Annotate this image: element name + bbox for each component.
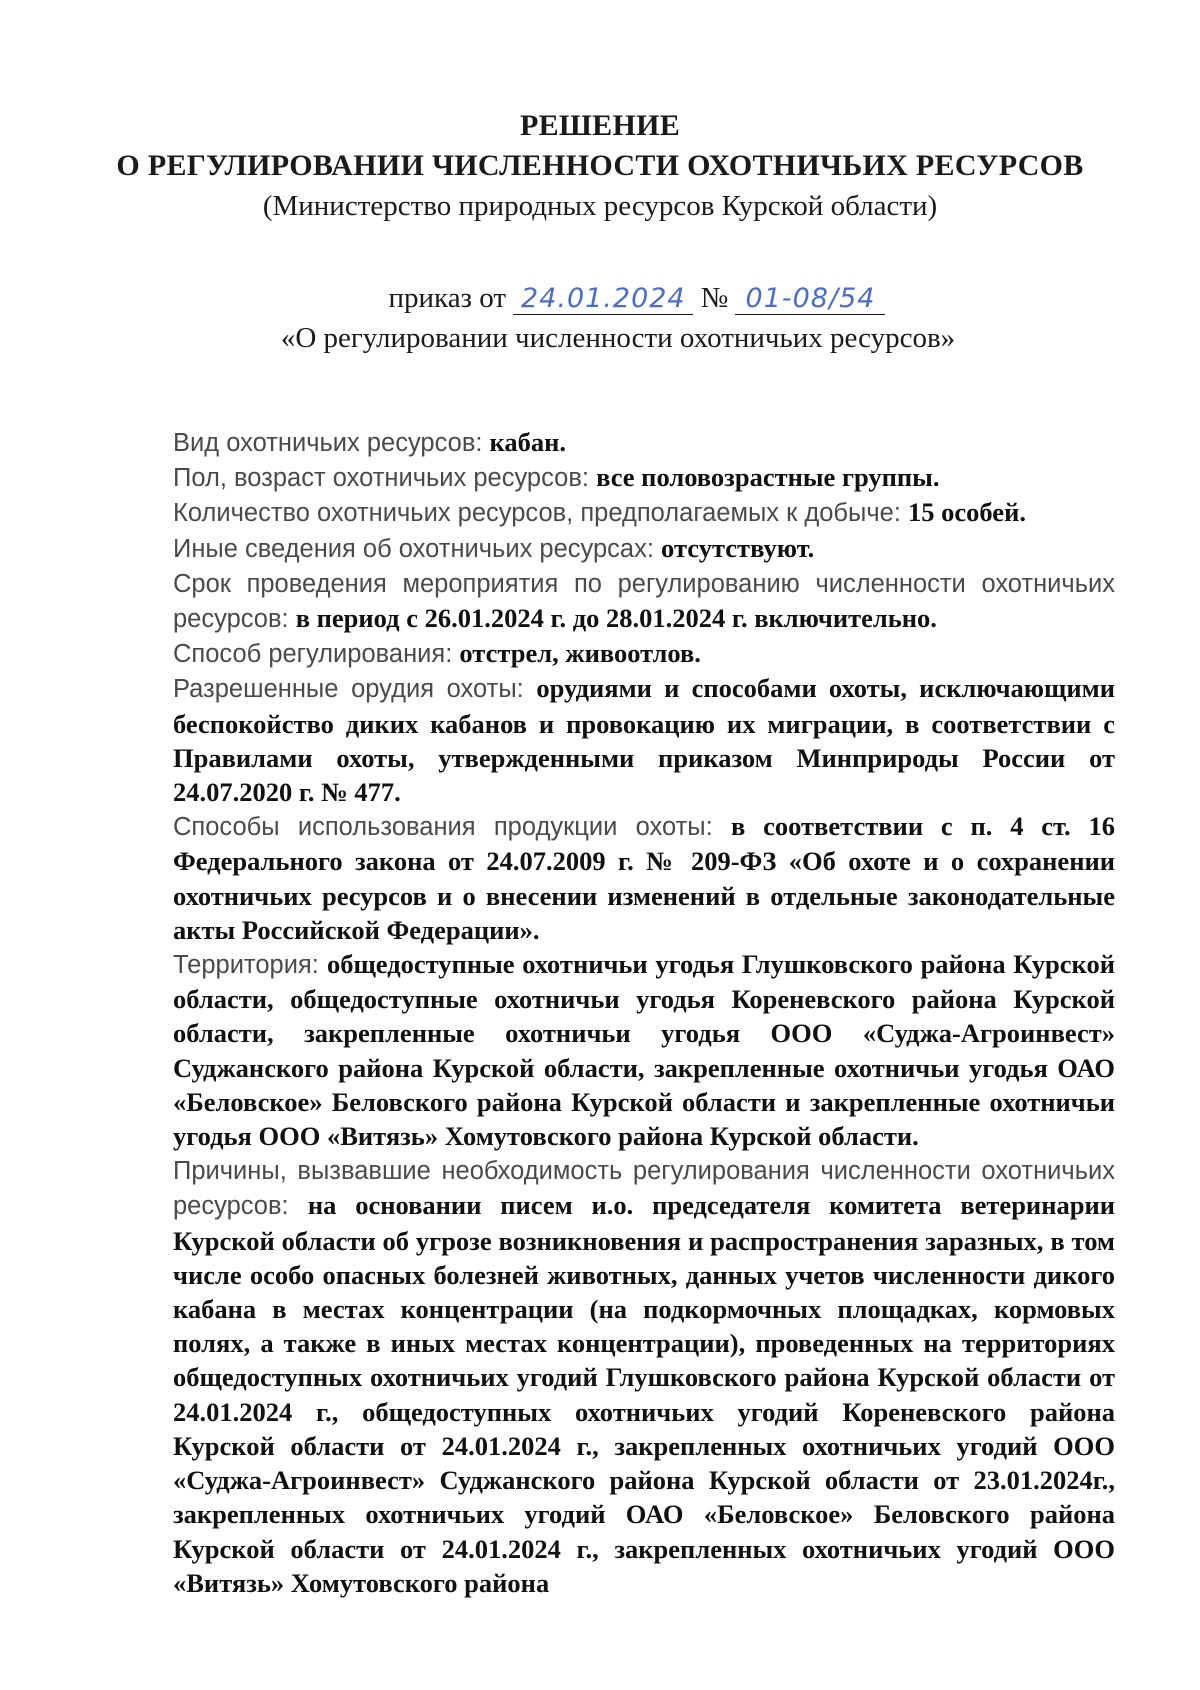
field-value: 15 особей. — [908, 497, 1026, 528]
order-line — [0, 278, 1200, 318]
field-value: на основании писем и.о. председателя комитета ветеринарии Курской области об угрозе возникновения и распространения заразных, в том числе особо опасных болезней животных, данных учетов численности дикого кабана в местах концентрации (на подкормочных площадках, кормовых полях, а также в иных местах концентрации), проведенных на территориях общедоступных охотничьих угодий Глушковского района Курской области от 24.01.2024 г., общедоступных охотничьих угодий Кореневского района Курской области от 24.01.2024 г., закрепленных охотничьих угодий ООО «Суджа-Агроинвест» Суджанского района Курской области от 23.01.2024г., закрепленных охотничьих угодий ОАО «Беловское» Беловского района Курской области от 24.01.2024 г., закрепленных охотничьих угодий ООО «Витязь» Хомутовского района — [173, 1190, 1115, 1598]
document-title-subject: О РЕГУЛИРОВАНИИ ЧИСЛЕННОСТИ ОХОТНИЧЬИХ РЕСУРСОВ — [116, 149, 1084, 182]
field-value: в период с 26.01.2024 г. до 28.01.2024 г. включительно. — [295, 603, 937, 634]
field-label: Иные сведения об охотничьих ресурсах: — [173, 534, 662, 563]
field-method — [173, 636, 1115, 671]
field-value: отстрел, живоотлов. — [459, 638, 701, 669]
document-issuer: (Министерство природных ресурсов Курской области) — [262, 190, 938, 222]
decision-body — [173, 425, 1115, 1600]
field-quantity — [173, 495, 1115, 530]
field-label: Территория: — [173, 951, 327, 980]
order-number-handwritten: 01-08/54 — [735, 284, 885, 315]
field-label: Количество охотничьих ресурсов, предполагаемых к добыче: — [173, 499, 909, 528]
field-label: Способы использования продукции охоты: — [173, 813, 731, 842]
order-caption: «О регулировании численности охотничьих ресурсов» — [280, 322, 956, 354]
field-value: в соответствии с п. 4 ст. 16 Федерального закона от 24.07.2009 г. № 209-ФЗ «Об охоте и о сохранении охотничьих ресурсов и о внесении изменений в отдельные законодательные акты Российской Федерации». — [173, 811, 1115, 945]
field-hunting-tools — [173, 671, 1115, 809]
field-label: Разрешенные орудия охоты: — [173, 675, 537, 704]
order-prefix: приказ от — [388, 282, 507, 314]
field-label: Пол, возраст охотничьих ресурсов: — [173, 464, 597, 493]
field-territory — [173, 947, 1115, 1153]
field-label: Причины, вызвавшие необходимость регулирования численности охотничьих ресурсов: — [173, 1157, 1115, 1221]
field-other-info — [173, 531, 1115, 566]
field-reasons — [173, 1153, 1115, 1600]
field-label: Срок проведения мероприятия по регулированию численности охотничьих ресурсов: — [173, 569, 1115, 634]
document-title: РЕШЕНИЕ — [519, 109, 681, 142]
field-sex-age — [173, 460, 1115, 495]
order-number-label: № — [700, 282, 729, 314]
field-value: орудиями и способами охоты, исключающими беспокойство диких кабанов и провокацию их миграции, в соответствии с Правилами охоты, утвержденными приказом Минприроды России от 24.07.2020 г. № 477. — [173, 673, 1115, 808]
field-value: кабан. — [489, 427, 567, 457]
field-product-usage — [173, 809, 1115, 947]
field-period — [173, 566, 1115, 636]
field-label: Способ регулирования: — [173, 640, 460, 669]
field-resource-type — [173, 425, 1115, 460]
field-label: Вид охотничьих ресурсов: — [173, 429, 490, 457]
order-date-handwritten: 24.01.2024 — [513, 284, 693, 315]
field-value: отсутствуют. — [661, 532, 815, 563]
field-value: все половозрастные группы. — [596, 462, 940, 493]
order-reference — [0, 278, 1200, 358]
document-header — [0, 106, 1200, 226]
field-value: общедоступные охотничьи угодья Глушковского района Курской области, общедоступные охотничьи угодья Кореневского района Курской области, закрепленные охотничьи угодья ООО «Суджа-Агроинвест» Суджанского района Курской области, закрепленные охотничьи угодья ОАО «Беловское» Беловского района Курской области и закрепленные охотничьи угодья ООО «Витязь» Хомутовского района Курской области. — [173, 949, 1115, 1152]
